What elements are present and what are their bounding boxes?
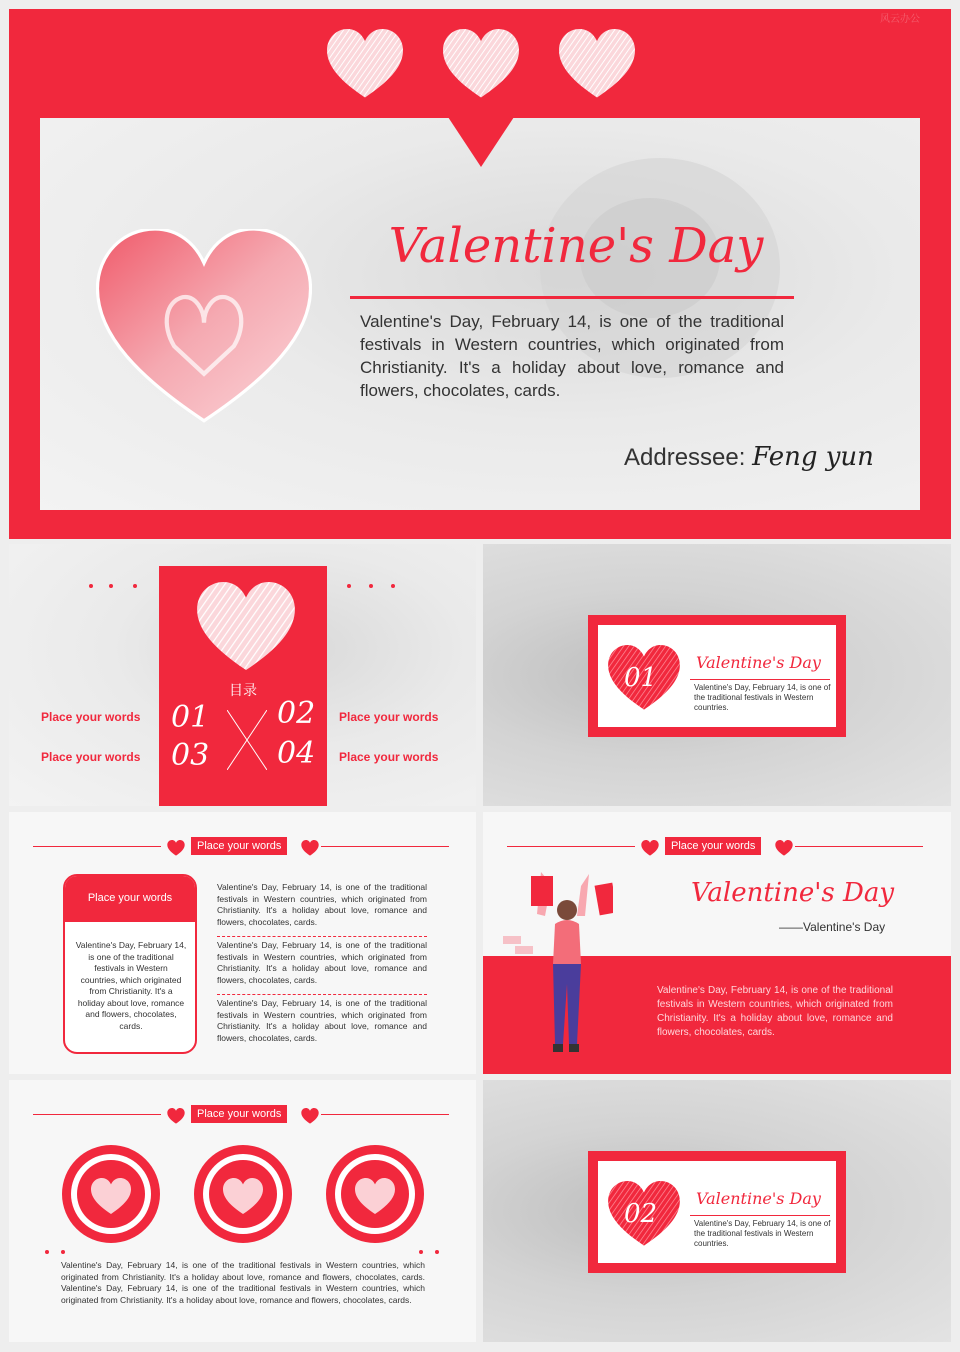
header-line-right [795, 846, 923, 847]
dot [61, 1250, 65, 1254]
slide6-body: Valentine's Day, February 14, is one of the traditional festivals in Western countries, which originated from Christianity. It's a holiday about love, romance and flowers, chocolates, cards. Valentine's Day, February 14, is one of the traditional festivals in Western countries, which originated from Christianity. It's a holiday about love, romance and flowers, chocolates, cards. [61, 1260, 425, 1305]
dot [133, 584, 137, 588]
toc-slide [9, 544, 476, 806]
toc-num-04: 04 [277, 736, 316, 771]
toc-title: 目录 [229, 682, 257, 698]
heart-icon [301, 840, 319, 856]
cover-slide [9, 9, 951, 539]
heart-clock-circle-1 [61, 1144, 161, 1244]
heart-icon [775, 840, 793, 856]
dot [369, 584, 373, 588]
header-line-left [507, 846, 635, 847]
watermark: 风云办公 [880, 14, 920, 25]
info-card-body: Valentine's Day, February 14, is one of the traditional festivals in Western countries, which originated from Christianity. It's a holiday about love, romance and flowers, chocolates, cards. [75, 940, 187, 1031]
info-card-header [65, 876, 195, 922]
dot [45, 1250, 49, 1254]
toc-item-4[interactable]: Place your words [339, 750, 439, 764]
para-1: Valentine's Day, February 14, is one of the traditional festivals in Western countries, which originated from Christianity. It's a holiday about love, romance and flowers, chocolates, cards. [217, 882, 427, 927]
cover-panel [40, 118, 920, 510]
header-label: Place your words [191, 837, 287, 855]
title-underline [350, 296, 794, 299]
slide5-title: Valentine's Day [691, 878, 895, 908]
heart-icon [167, 840, 185, 856]
section-underline [690, 679, 830, 680]
heart-clock-circle-2 [193, 1144, 293, 1244]
text-cards-slide [9, 812, 476, 1074]
dot [435, 1250, 439, 1254]
circles-slide [9, 1080, 476, 1342]
cover-title: Valentine's Day [388, 218, 764, 274]
dashed-divider [217, 994, 427, 995]
heart-clock-circle-3 [325, 1144, 425, 1244]
section-body: Valentine's Day, February 14, is one of the traditional festivals in Western countries. [694, 1219, 831, 1248]
section-card-inner [598, 625, 836, 727]
dot [109, 584, 113, 588]
header-label: Place your words [191, 1105, 287, 1123]
addressee-name: Feng yun [752, 442, 874, 472]
dot [391, 584, 395, 588]
scribble-heart-icon [559, 29, 635, 99]
section-num: 02 [624, 1199, 658, 1229]
info-card-title: Place your words [87, 892, 173, 904]
toc-item-1[interactable]: Place your words [41, 710, 141, 724]
dot [89, 584, 93, 588]
heart-icon [167, 1108, 185, 1124]
header-label: Place your words [665, 837, 761, 855]
dot [419, 1250, 423, 1254]
shopping-girl-illustration [493, 864, 613, 1064]
section-02-slide [483, 1080, 951, 1342]
scribble-heart-icon [327, 29, 403, 99]
toc-num-01: 01 [171, 700, 210, 735]
section-card [588, 1151, 846, 1273]
header-line-right [321, 846, 449, 847]
header-line-right [321, 1114, 449, 1115]
section-title: Valentine's Day [696, 653, 821, 672]
addressee [624, 442, 874, 472]
shopping-girl-slide [483, 812, 951, 1074]
toc-num-03: 03 [171, 738, 210, 773]
scribble-heart-icon [197, 582, 295, 672]
toc-num-02: 02 [277, 696, 316, 731]
toc-card [159, 566, 327, 806]
hands-heart-photo [96, 229, 312, 425]
header-line-left [33, 846, 161, 847]
dashed-divider [217, 936, 427, 937]
section-01-slide [483, 544, 951, 806]
section-num: 01 [624, 663, 658, 693]
section-body: Valentine's Day, February 14, is one of the traditional festivals in Western countries. [694, 683, 831, 712]
toc-item-2[interactable]: Place your words [339, 710, 439, 724]
section-card-inner [598, 1161, 836, 1263]
section-underline [690, 1215, 830, 1216]
dot [347, 584, 351, 588]
section-title: Valentine's Day [696, 1189, 821, 1208]
scribble-heart-icon [443, 29, 519, 99]
section-card [588, 615, 846, 737]
addressee-label: Addressee: [624, 444, 746, 471]
slide5-body: Valentine's Day, February 14, is one of the traditional festivals in Western countries, which originated from Christianity. It's a holiday about love, romance and flowers, chocolates, cards. [657, 985, 893, 1038]
toc-item-3[interactable]: Place your words [41, 750, 141, 764]
para-3: Valentine's Day, February 14, is one of the traditional festivals in Western countries, which originated from Christianity. It's a holiday about love, romance and flowers, chocolates, cards. [217, 998, 427, 1043]
header-line-left [33, 1114, 161, 1115]
cross-divider [227, 710, 267, 770]
slide5-subtitle: ——Valentine's Day [779, 920, 886, 934]
heart-icon [641, 840, 659, 856]
cover-body: Valentine's Day, February 14, is one of the traditional festivals in Western countries, which originated from Christianity. It's a holiday about love, romance and flowers, chocolates, cards. [360, 312, 784, 400]
heart-icon [301, 1108, 319, 1124]
info-card [63, 874, 197, 1054]
speech-notch [448, 117, 514, 167]
para-2: Valentine's Day, February 14, is one of the traditional festivals in Western countries, which originated from Christianity. It's a holiday about love, romance and flowers, chocolates, cards. [217, 940, 427, 985]
